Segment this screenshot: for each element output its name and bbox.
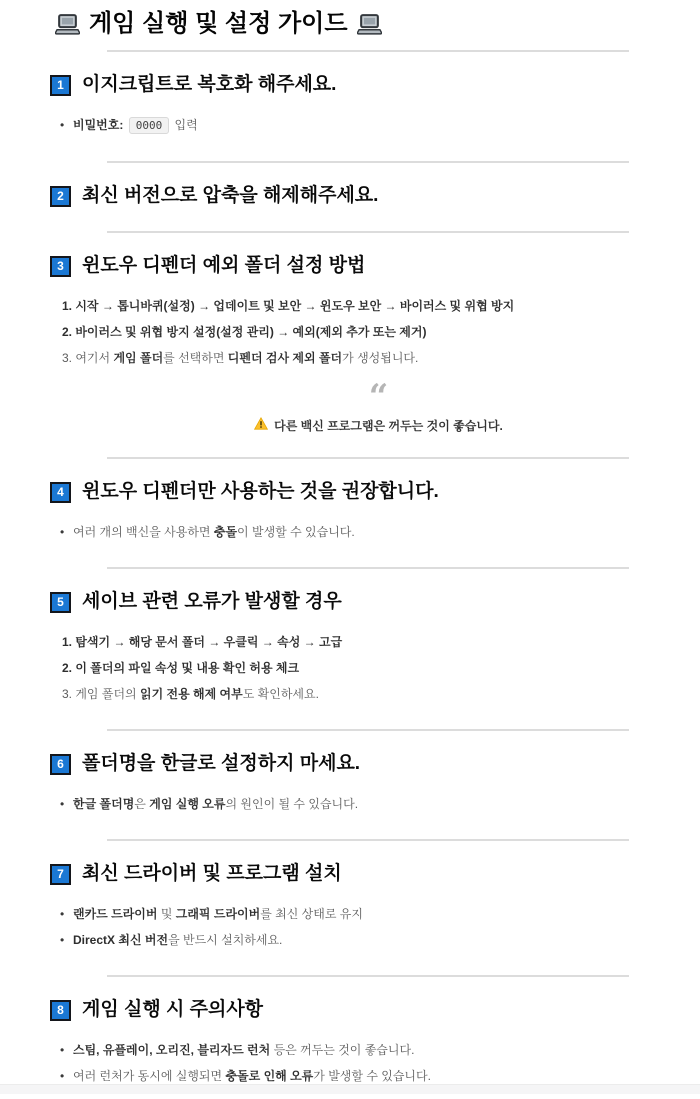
text-segment: 2. 바이러스 및 위협 방지 설정(설정 관리) → 예외(제외 추가 또는 제거) (62, 325, 427, 339)
section-heading (50, 183, 700, 209)
text-segment: 입력 (171, 118, 198, 132)
text-segment: 를 선택하면 (163, 351, 228, 365)
section-7 (0, 861, 700, 963)
section-heading-text: 게임 실행 시 주의사항 (82, 999, 264, 1020)
list-item (57, 681, 700, 707)
page-bottom-strip (0, 1084, 700, 1094)
section-divider (107, 729, 629, 731)
text-segment: 여러 개의 백신을 사용하면 (73, 525, 214, 539)
section-divider (107, 975, 629, 977)
section-divider (107, 231, 629, 233)
text-segment: 스팀, 유플레이, 오리진, 블리자드 런처 (73, 1043, 271, 1057)
section-heading-text: 윈도우 디펜더만 사용하는 것을 권장합니다. (82, 481, 439, 502)
list-item (57, 319, 700, 345)
section-number-badge: 3 (50, 256, 71, 277)
list-item (57, 901, 700, 927)
text-segment: 비밀번호: (73, 118, 127, 132)
text-segment: 3. 게임 폴더의 (62, 687, 140, 701)
bullet-list (57, 791, 700, 817)
section-number-badge: 2 (50, 186, 71, 207)
text-segment: 1. 탐색기 → 해당 문서 폴더 → 우클릭 → 속성 → 고급 (62, 635, 343, 649)
text-segment: 그래픽 드라이버 (175, 907, 261, 921)
text-segment: 여러 런처가 동시에 실행되면 (73, 1069, 226, 1083)
list-item (57, 927, 700, 953)
laptop-icon (357, 14, 382, 35)
section-heading-text: 최신 버전으로 압축을 해제해주세요. (82, 185, 379, 206)
section-heading-text: 최신 드라이버 및 프로그램 설치 (82, 863, 342, 884)
text-segment: 디펜더 검사 제외 폴더 (227, 351, 343, 365)
sections-container (0, 50, 700, 1099)
page (0, 10, 700, 1099)
bullet-list (57, 112, 700, 139)
list-item (57, 519, 700, 545)
text-segment: 게임 폴더 (113, 351, 164, 365)
section-heading-text: 이지크립트로 복호화 해주세요. (82, 74, 337, 95)
section-heading (50, 72, 700, 98)
list-item (57, 345, 700, 371)
section-3 (0, 253, 700, 445)
text-segment: 1. 시작 → 톱니바퀴(설정) → 업데이트 및 보안 → 윈도우 보안 → 바이러스 및 위협 방지 (62, 299, 515, 313)
text-segment: 가 발생할 수 있습니다. (313, 1069, 431, 1083)
laptop-icon (55, 14, 80, 35)
numbered-list (57, 629, 700, 707)
list-item (57, 629, 700, 655)
section-heading-text: 폴더명을 한글로 설정하지 마세요. (82, 753, 361, 774)
section-divider (107, 567, 629, 569)
list-item (57, 1037, 700, 1063)
section-number-badge: 6 (50, 754, 71, 775)
section-heading (50, 997, 700, 1023)
text-segment: 가 생성됩니다. (342, 351, 419, 365)
section-1 (0, 72, 700, 149)
page-title (55, 10, 700, 38)
section-heading (50, 751, 700, 777)
section-divider (107, 839, 629, 841)
quote-mark: “ (368, 377, 389, 417)
section-heading-text: 세이브 관련 오류가 발생할 경우 (82, 591, 342, 612)
text-segment: 한글 폴더명 (73, 797, 135, 811)
quote-warning-text: 다른 백신 프로그램은 꺼두는 것이 좋습니다. (274, 419, 503, 433)
section-divider (107, 457, 629, 459)
section-number-badge: 1 (50, 75, 71, 96)
text-segment: 3. 여기서 (62, 351, 114, 365)
list-item (57, 293, 700, 319)
text-segment: 을 반드시 설치하세요. (168, 933, 283, 947)
bullet-list (57, 901, 700, 953)
text-segment: 읽기 전용 해제 여부 (139, 687, 243, 701)
text-segment: 및 (157, 907, 176, 921)
warning-icon (254, 417, 268, 435)
text-segment: 게임 실행 오류 (149, 797, 226, 811)
section-number-badge: 4 (50, 482, 71, 503)
list-item (57, 112, 700, 139)
section-number-badge: 7 (50, 864, 71, 885)
section-2 (0, 183, 700, 219)
bullet-list (57, 519, 700, 545)
text-segment: 이 발생할 수 있습니다. (237, 525, 355, 539)
section-heading (50, 589, 700, 615)
section-heading-text: 윈도우 디펜더 예외 폴더 설정 방법 (82, 255, 366, 276)
text-segment: 충돌 (213, 525, 238, 539)
text-segment: DirectX 최신 버전 (73, 933, 169, 947)
list-item (57, 791, 700, 817)
section-number-badge: 8 (50, 1000, 71, 1021)
text-segment: 도 확인하세요. (242, 687, 319, 701)
section-divider (107, 50, 629, 52)
section-heading (50, 253, 700, 279)
section-heading (50, 861, 700, 887)
numbered-list (57, 293, 700, 371)
password-code: 0000 (129, 117, 170, 134)
text-segment: 의 원인이 될 수 있습니다. (225, 797, 359, 811)
section-divider (107, 161, 629, 163)
list-item (57, 655, 700, 681)
section-heading (50, 479, 700, 505)
bullet-list (57, 1037, 700, 1089)
section-6 (0, 751, 700, 827)
text-segment: 은 (134, 797, 150, 811)
text-segment: 를 최신 상태로 유지 (260, 907, 363, 921)
text-segment: 충돌로 인해 오류 (225, 1069, 314, 1083)
section-number-badge: 5 (50, 592, 71, 613)
section-4 (0, 479, 700, 555)
text-segment: 2. 이 폴더의 파일 속성 및 내용 확인 허용 체크 (62, 661, 300, 675)
text-segment: 랜카드 드라이버 (73, 907, 158, 921)
quote-block (57, 379, 700, 435)
quote-warning (254, 417, 503, 435)
page-title-text: 게임 실행 및 설정 가이드 (89, 10, 348, 37)
section-5 (0, 589, 700, 717)
text-segment: 등은 꺼두는 것이 좋습니다. (270, 1043, 415, 1057)
